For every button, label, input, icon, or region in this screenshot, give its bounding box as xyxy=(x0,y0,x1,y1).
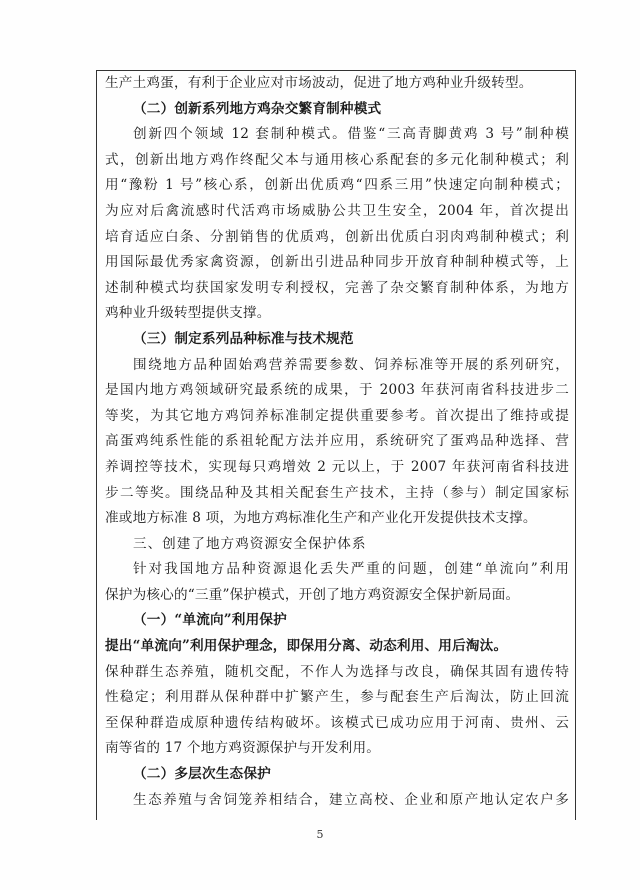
text-line: 创新四个领域 12 套制种模式。借鉴“三高青脚黄鸡 3 号”制种模 xyxy=(133,126,569,143)
text-line: 用“豫粉 1 号”核心系，创新出优质鸡“四系三用”快速定向制种模式； xyxy=(105,177,569,194)
text-line: 围绕地方品种固始鸡营养需要参数、饲养标准等开展的系列研究， xyxy=(133,356,569,373)
text-line: 鸡种业升级转型提供支撑。 xyxy=(105,305,271,322)
text-line: 养调控等技术，实现每只鸡增效 2 元以上，于 2007 年获河南省科技进 xyxy=(105,458,569,475)
text-line: 为应对后禽流感时代活鸡市场威胁公共卫生安全，2004 年，首次提出 xyxy=(105,202,569,219)
text-line: 南等省的 17 个地方鸡资源保护与开发利用。 xyxy=(105,740,381,757)
text-line: 等奖，为其它地方鸡饲养标准制定提供重要参考。首次提出了维持或提 xyxy=(105,407,569,424)
text-line: 式，创新出地方鸡作终配父本与通用核心系配套的多元化制种模式；利 xyxy=(105,151,569,168)
text-line: 针对我国地方品种资源退化丢失严重的问题，创建“单流向”利用 xyxy=(133,561,569,578)
text-line: 生态养殖与舍饲笼养相结合，建立高校、企业和原产地认定农户多 xyxy=(133,791,569,808)
text-line: 高蛋鸡纯系性能的系祖轮配方法并应用，系统研究了蛋鸡品种选择、营 xyxy=(105,433,569,450)
text-line: 性稳定；利用群从保种群中扩繁产生，参与配套生产后淘汰，防止回流 xyxy=(105,689,569,706)
section-heading: （二）多层次生态保护 xyxy=(133,766,271,783)
section-heading: 三、创建了地方鸡资源安全保护体系 xyxy=(133,535,367,552)
body-text xyxy=(97,71,575,813)
text-line: 保种群生态养殖，随机交配，不作人为选择与改良，确保其固有遗传特 xyxy=(105,663,569,680)
text-frame xyxy=(96,70,576,820)
page-number: 5 xyxy=(316,828,324,841)
text-line: 生产土鸡蛋，有利于企业应对市场波动，促进了地方鸡种业升级转型。 xyxy=(105,75,533,91)
text-line: 述制种模式均获国家发明专利授权，完善了杂交繁育制种体系，为地方 xyxy=(105,279,569,296)
text-line: 至保种群造成原种遗传结构破坏。该模式已成功应用于河南、贵州、云 xyxy=(105,714,569,731)
text-line: 保护为核心的“三重”保护模式，开创了地方鸡资源安全保护新局面。 xyxy=(105,586,520,603)
section-heading: （一）“单流向”利用保护 xyxy=(133,612,287,629)
text-line: 准或地方标准 8 项，为地方鸡标准化生产和产业化开发提供技术支撑。 xyxy=(105,510,537,527)
text-line: 培育适应白条、分割销售的优质鸡，创新出优质白羽肉鸡制种模式；利 xyxy=(105,228,569,245)
text-line: 是国内地方鸡领域研究最系统的成果，于 2003 年获河南省科技进步二 xyxy=(105,382,569,399)
section-heading: （二）创新系列地方鸡杂交繁育制种模式 xyxy=(133,100,382,117)
text-line: 用国际最优秀家禽资源，创新出引进品种同步开放育种制种模式等，上 xyxy=(105,254,569,271)
text-line: 提出“单流向”利用保护理念，即保用分离、动态利用、用后淘汰。 xyxy=(105,638,508,655)
section-heading: （三）制定系列品种标准与技术规范 xyxy=(133,330,354,347)
text-line: 步二等奖。围绕品种及其相关配套生产技术，主持（参与）制定国家标 xyxy=(105,484,569,501)
